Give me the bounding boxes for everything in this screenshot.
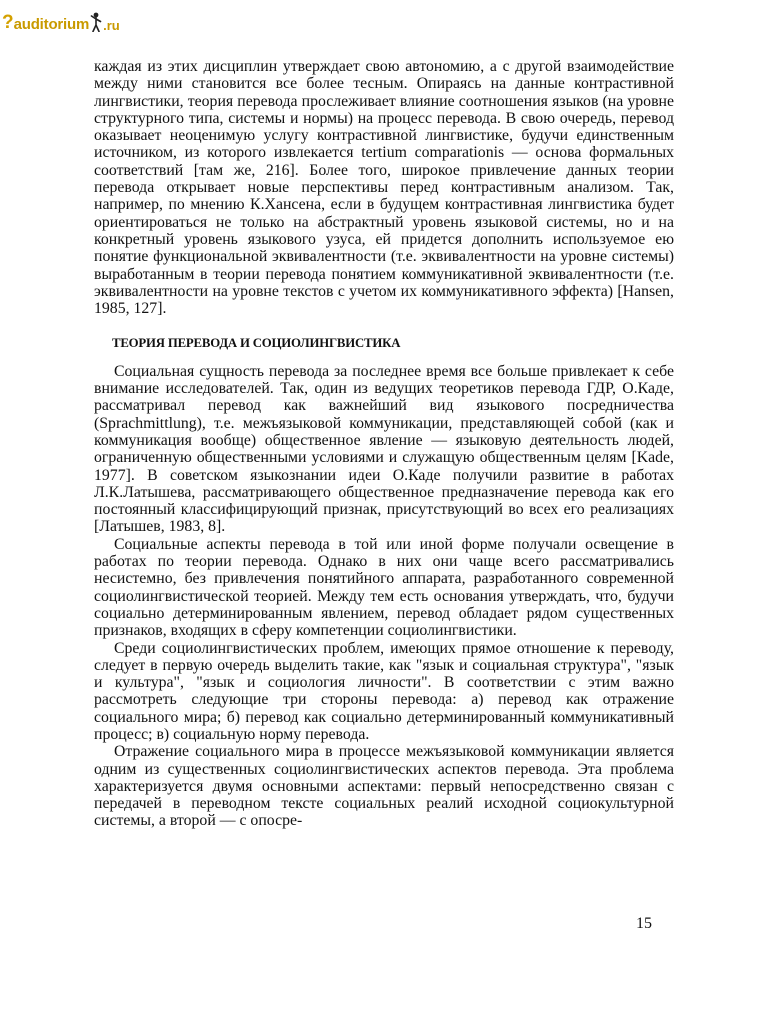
site-logo[interactable]	[2, 12, 120, 32]
logo-question-mark: ?	[2, 12, 14, 33]
page-body	[94, 58, 674, 830]
paragraph-sociolinguistic-problems: Среди социолингвистических проблем, имеющих прямое отношение к переводу, следует в первую очередь выделить такие, как "язык и социальная структура", "язык и культура", "язык и социология личности". В соответствии с этим важно рассмотреть следующие три стороны перевода: а) перевод как отражение социального мира; б) перевод как социально детерминированный коммуникативный процесс; в) социальную норму перевода.	[94, 639, 674, 743]
paragraph-social-essence: Социальная сущность перевода за последнее время все больше привлекает к себе внимание исследователей. Так, один из ведущих теоретиков перевода ГДР, О.Каде, рассматривал перевод как важнейший вид языкового посредничества (Sprachmittlung), т.е. межъязыковой коммуникации, представляющей собой (как и коммуникация вообще) общественное явление — языковую деятельность людей, ограниченную общественными условиями и служащую общественным целям [Kade, 1977]. В советском языкознании идеи О.Каде получили развитие в работах Л.К.Латышева, рассматривающего общественное предназначение перевода как его постоянный классифицирующий признак, присутствующий во всех его реализациях [Латышев, 1983, 8].	[94, 362, 674, 536]
paragraph-intro: каждая из этих дисциплин утверждает свою автономию, а с другой взаимодействие между ними становится все более тесным. Опираясь на данные контрастивной лингвистики, теория перевода прослеживает влияние соотношения языков (на уровне структурного типа, системы и нормы) на процесс перевода. В свою очередь, перевод оказывает неоценимую услугу контрастивной лингвистике, будучи единственным источником, из которого извлекается tertium comparationis — основа формальных соответствий [там же, 216]. Более того, широкое привлечение данных теории перевода открывает новые перспективы перед контрастивным анализом. Так, например, по мнению К.Хансена, если в будущем контрастивная лингвистика будет ориентироваться не только на абстрактный уровень языковой системы, но и на конкретный уровень языкового узуса, ей придется дополнить используемое ею понятие функциональной эквивалентности (т.е. эквивалентности на уровне системы) выработанным в теории перевода понятием коммуникативной эквивалентности (т.е. эквивалентности на уровне текстов с учетом их коммуникативного эффекта) [Hansen, 1985, 127].	[94, 58, 674, 318]
logo-tld: .ru	[103, 18, 120, 33]
page-number: 15	[636, 915, 652, 932]
section-heading: ТЕОРИЯ ПЕРЕВОДА И СОЦИОЛИНГВИСТИКА	[112, 336, 401, 351]
logo-figure-icon	[90, 12, 102, 32]
paragraph-social-aspects: Социальные аспекты перевода в той или иной форме получали освещение в работах по теории перевода. Однако в них они чаще всего рассматривались несистемно, без привлечения понятийного аппарата, разработанного современной социолингвистической теорией. Между тем есть основания утверждать, что, будучи социально детерминированным явлением, перевод обладает рядом существенных признаков, входящих в сферу компетенции социолингвистики.	[94, 535, 674, 640]
paragraph-social-world: Отражение социального мира в процессе межъязыковой коммуникации является одним из существенных социолингвистических аспектов перевода. Эта проблема характеризуется двумя основными аспектами: первый непосредственно связан с передачей в переводном тексте социальных реалий исходной социокультурной системы, а второй — с опосре-	[94, 743, 674, 830]
logo-name: auditorium	[13, 16, 90, 33]
